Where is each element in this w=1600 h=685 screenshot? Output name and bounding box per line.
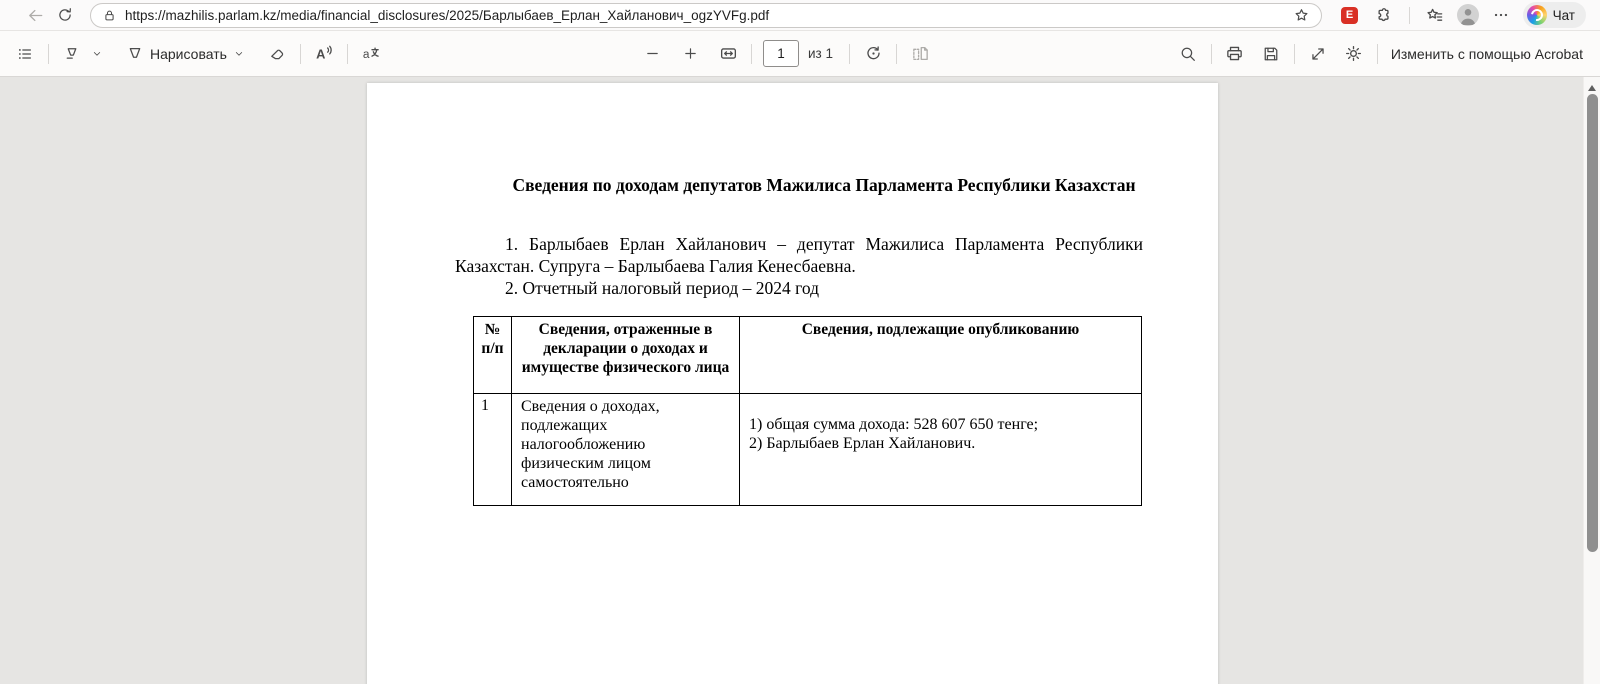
lock-icon xyxy=(102,8,117,23)
table-row xyxy=(474,394,1142,506)
highlight-button[interactable] xyxy=(57,38,87,70)
header-cell-declared: Сведения, отраженные в декларации о доходах и имуществе физического лица xyxy=(512,317,740,394)
print-button[interactable] xyxy=(1220,38,1250,70)
cell-published xyxy=(740,394,1142,506)
save-button[interactable] xyxy=(1256,38,1286,70)
header-cell-published: Сведения, подлежащие опубликованию xyxy=(740,317,1142,394)
minus-icon xyxy=(644,45,661,62)
pdf-toolbar-right xyxy=(1173,38,1588,70)
back-button[interactable] xyxy=(20,2,50,28)
search-icon xyxy=(1179,45,1197,63)
pdf-toolbar-center xyxy=(637,31,935,76)
toolbar-divider xyxy=(1294,44,1295,64)
fullscreen-button[interactable] xyxy=(1303,38,1333,70)
toolbar-divider xyxy=(48,44,49,64)
search-document-button[interactable] xyxy=(1173,38,1203,70)
browser-actions xyxy=(1338,2,1586,28)
extension-e-button[interactable] xyxy=(1338,2,1362,28)
copilot-chat-label: Чат xyxy=(1552,7,1575,23)
table-of-contents-icon xyxy=(16,45,34,63)
fit-width-icon xyxy=(719,44,738,63)
scroll-up-arrow[interactable] xyxy=(1588,85,1596,91)
favorite-star-icon xyxy=(1293,7,1310,24)
favorites-button[interactable] xyxy=(1420,2,1450,28)
pdf-settings-button[interactable] xyxy=(1339,38,1369,70)
table-of-contents-button[interactable] xyxy=(10,38,40,70)
paragraph-deputy: 1. Барлыбаев Ерлан Хайланович – депутат Мажилиса Парламента Республики Казахстан. Супруга – Барлыбаева Галия Кенесбаевна. xyxy=(455,234,1143,276)
print-icon xyxy=(1225,44,1244,63)
save-icon xyxy=(1262,45,1280,63)
page-number-input[interactable] xyxy=(763,40,799,67)
draw-pen-icon xyxy=(126,45,144,63)
refresh-icon xyxy=(56,6,74,24)
toolbar-divider xyxy=(751,44,752,64)
url-text: https://mazhilis.parlam.kz/media/financial_disclosures/2025/Барлыбаев_Ерлан_Хайланович_ogzYVFg.pdf xyxy=(125,7,770,23)
disclosure-table xyxy=(473,316,1142,506)
highlighter-icon xyxy=(63,45,81,63)
toolbar-divider xyxy=(896,44,897,64)
toolbar-divider xyxy=(347,44,348,64)
toolbar-divider xyxy=(1211,44,1212,64)
refresh-button[interactable] xyxy=(50,2,80,28)
read-aloud-icon xyxy=(314,44,333,63)
favorites-hub-icon xyxy=(1425,6,1444,25)
zoom-in-button[interactable] xyxy=(675,38,705,70)
draw-button-label: Нарисовать xyxy=(150,45,227,62)
translate-icon xyxy=(361,44,380,63)
erase-button[interactable] xyxy=(262,38,292,70)
pdf-viewport xyxy=(0,77,1600,684)
paragraph-period: 2. Отчетный налоговый период – 2024 год xyxy=(505,278,820,298)
cell-declared: Сведения о доходах, подлежащих налогообложению физическим лицом самостоятельно xyxy=(512,394,740,506)
pdf-toolbar-left xyxy=(10,38,386,70)
svg-text:a: a xyxy=(363,46,370,61)
copilot-icon xyxy=(1527,5,1547,25)
draw-button[interactable] xyxy=(121,38,250,70)
toolbar-divider xyxy=(849,44,850,64)
translate-button[interactable] xyxy=(356,38,386,70)
eraser-icon xyxy=(268,45,286,63)
page-count-label: из 1 xyxy=(808,46,833,61)
page-view-button xyxy=(905,38,935,70)
pdf-toolbar xyxy=(0,31,1600,77)
favorite-star-button[interactable] xyxy=(1289,2,1315,28)
published-line-1: 1) общая сумма дохода: 528 607 650 тенге; xyxy=(749,416,1039,433)
more-options-icon xyxy=(1492,6,1510,24)
plus-icon xyxy=(682,45,699,62)
pdf-page xyxy=(367,83,1218,684)
rotate-icon xyxy=(864,44,883,63)
cell-number: 1 xyxy=(474,394,512,506)
header-cell-number: № п/п xyxy=(474,317,512,394)
more-options-button[interactable] xyxy=(1486,2,1516,28)
fullscreen-expand-icon xyxy=(1309,45,1327,63)
profile-button[interactable] xyxy=(1457,4,1479,26)
zoom-out-button[interactable] xyxy=(637,38,667,70)
document-title: Сведения по доходам депутатов Мажилиса Парламента Республики Казахстан xyxy=(512,175,1136,195)
address-bar[interactable] xyxy=(90,3,1322,28)
copilot-chat-button[interactable] xyxy=(1523,2,1586,28)
browser-toolbar xyxy=(0,0,1600,31)
extensions-button[interactable] xyxy=(1369,2,1399,28)
table-header-row xyxy=(474,317,1142,394)
scrollbar-thumb[interactable] xyxy=(1587,94,1598,552)
published-line-2: 2) Барлыбаев Ерлан Хайланович. xyxy=(749,435,976,452)
chevron-down-icon xyxy=(233,48,245,60)
fit-to-width-button[interactable] xyxy=(713,38,743,70)
chevron-down-icon xyxy=(91,48,103,60)
document-paragraphs xyxy=(455,233,1143,299)
settings-gear-icon xyxy=(1344,44,1363,63)
edit-with-acrobat-label: Изменить с помощью Acrobat xyxy=(1390,45,1583,62)
toolbar-divider xyxy=(1377,44,1378,64)
vertical-scrollbar[interactable] xyxy=(1583,77,1600,684)
edit-with-acrobat-button[interactable] xyxy=(1386,38,1588,70)
extensions-puzzle-icon xyxy=(1374,6,1393,25)
svg-text:A: A xyxy=(316,46,326,62)
highlight-options-button[interactable] xyxy=(87,38,107,70)
back-arrow-icon xyxy=(26,6,45,25)
toolbar-divider xyxy=(1409,7,1410,24)
avatar-icon xyxy=(1457,4,1479,26)
toolbar-divider xyxy=(300,44,301,64)
read-aloud-button[interactable] xyxy=(309,38,339,70)
page-view-icon xyxy=(911,44,930,63)
rotate-button[interactable] xyxy=(858,38,888,70)
extension-e-icon: E xyxy=(1341,7,1358,24)
